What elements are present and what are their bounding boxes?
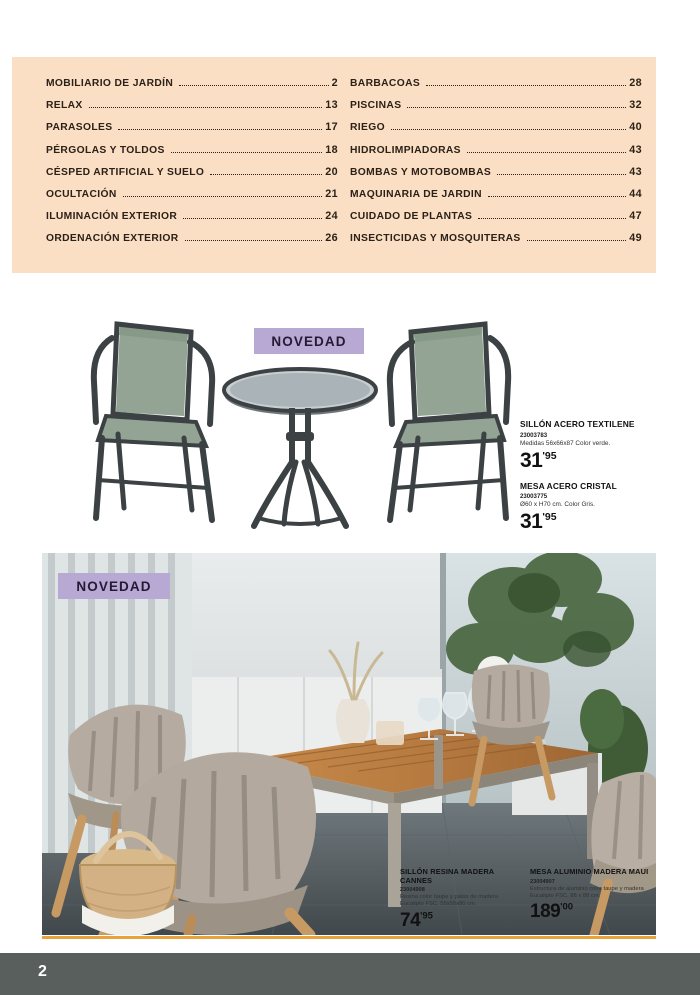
toc-leader-dots [407,107,626,108]
toc-entry-page: 2 [331,77,338,89]
toc-entry[interactable] [46,166,338,188]
toc-entry[interactable] [350,166,642,188]
toc-entry-page: 43 [629,165,642,178]
product-title: SILLÓN RESINA MADERA CANNES [400,867,495,885]
toc-entry[interactable] [46,77,338,99]
orange-divider-rule [42,936,656,939]
price-decimal: '95 [542,449,557,462]
product-chair-textilene [520,420,654,471]
toc-entry-page: 40 [629,121,642,134]
toc-entry[interactable] [46,99,338,121]
novedad-badge-top: NOVEDAD [254,328,364,354]
toc-entry-label: OCULTACIÓN [46,188,117,200]
product-price [520,450,654,471]
toc-entry-page: 32 [629,99,642,112]
toc-entry-label: INSECTICIDAS Y MOSQUITERAS [350,233,521,245]
toc-entry-label: ORDENACIÓN EXTERIOR [46,233,179,245]
toc-entry-label: MAQUINARIA DE JARDIN [350,188,482,200]
product-specs-cannes [400,868,520,930]
toc-entry-page: 17 [325,121,338,134]
toc-entry-page: 20 [325,165,338,178]
product-description: Medidas 56x66x87 Color verde. [520,439,611,447]
novedad-badge-bottom: NOVEDAD [58,573,170,599]
toc-leader-dots [210,174,322,175]
toc-leader-dots [171,152,323,153]
product-code: 23003783 [520,431,548,439]
spacer [520,471,654,482]
product-specs-bistro [520,420,654,532]
product-price [400,911,520,930]
toc-leader-dots [527,240,627,241]
toc-entry[interactable] [46,188,338,210]
toc-entry[interactable] [350,210,642,232]
toc-entry[interactable] [350,188,642,210]
toc-entry-label: BOMBAS Y MOTOBOMBAS [350,166,492,178]
product-title: MESA ALUMINIO MADERA MAUI [530,867,649,876]
product-price [530,902,652,921]
toc-leader-dots [123,196,323,197]
toc-entry[interactable] [46,232,338,254]
toc-entry-label: CUIDADO DE PLANTAS [350,211,473,223]
product-title: SILLÓN ACERO TEXTILENE [520,419,635,429]
price-integer: 31 [520,510,543,534]
price-integer: 74 [400,909,421,931]
toc-entry[interactable] [350,77,642,99]
toc-entry[interactable] [350,144,642,166]
product-code: 23004907 [530,878,555,885]
toc-entry-page: 21 [325,187,338,200]
product-title: MESA ACERO CRISTAL [520,480,617,491]
price-decimal: '95 [420,910,433,922]
toc-entry-label: PÉRGOLAS Y TOLDOS [46,144,165,156]
toc-leader-dots [467,152,626,153]
toc-leader-dots [118,129,322,130]
toc-leader-dots [391,129,626,130]
toc-entry-page: 43 [629,143,642,156]
product-price [520,511,654,532]
toc-entry[interactable] [46,210,338,232]
toc-entry-label: ILUMINACIÓN EXTERIOR [46,211,178,223]
product-specs-maui [530,868,652,921]
toc-entry-page: 18 [325,143,338,156]
toc-entry[interactable] [46,144,338,166]
price-integer: 31 [520,448,543,472]
toc-entry[interactable] [350,99,642,121]
page-number: 2 [38,963,47,980]
toc-column-left [46,77,338,259]
toc-leader-dots [89,107,323,108]
toc-leader-dots [478,218,626,219]
toc-leader-dots [426,85,626,86]
toc-entry-label: HIDROLIMPIADORAS [350,144,461,156]
toc-entry-label: RELAX [46,100,83,112]
product-table-glass [520,482,654,533]
table-of-contents [12,57,656,273]
product-description: Ø60 x H70 cm. Color Gris. [520,501,595,509]
toc-entry-page: 47 [629,210,642,223]
product-description: Estructura de aluminio color taupe y madera Eucalipto FSC. 88 x 88 cm. [530,885,644,899]
toc-entry-label: CÉSPED ARTIFICIAL Y SUELO [46,166,205,178]
toc-column-right [338,77,642,259]
toc-entry[interactable] [350,121,642,143]
price-integer: 189 [530,900,561,922]
toc-leader-dots [488,196,626,197]
toc-entry-label: BARBACOAS [350,78,421,89]
toc-entry-page: 49 [629,232,642,245]
toc-entry-page: 44 [629,187,642,200]
toc-entry-label: PISCINAS [350,100,402,112]
toc-leader-dots [183,218,322,219]
toc-entry-page: 28 [629,77,642,89]
page-footer [0,953,700,995]
toc-entry-label: RIEGO [350,122,385,134]
toc-entry-page: 13 [325,99,338,112]
toc-leader-dots [497,174,626,175]
toc-leader-dots [179,85,329,86]
product-description: Resina color taupe y patas de madera Eucalipto FSC. 55x55x80 cm. [400,894,498,908]
toc-leader-dots [185,240,323,241]
toc-entry-label: PARASOLES [46,122,113,134]
price-decimal: '95 [542,511,557,524]
toc-entry-page: 26 [325,232,338,245]
product-code: 23004908 [400,887,425,894]
toc-entry[interactable] [46,121,338,143]
product-code: 23003775 [520,493,548,501]
price-decimal: '00 [560,901,574,913]
toc-entry[interactable] [350,232,642,254]
toc-entry-label: MOBILIARIO DE JARDÍN [46,78,174,89]
toc-entry-page: 24 [325,210,338,223]
